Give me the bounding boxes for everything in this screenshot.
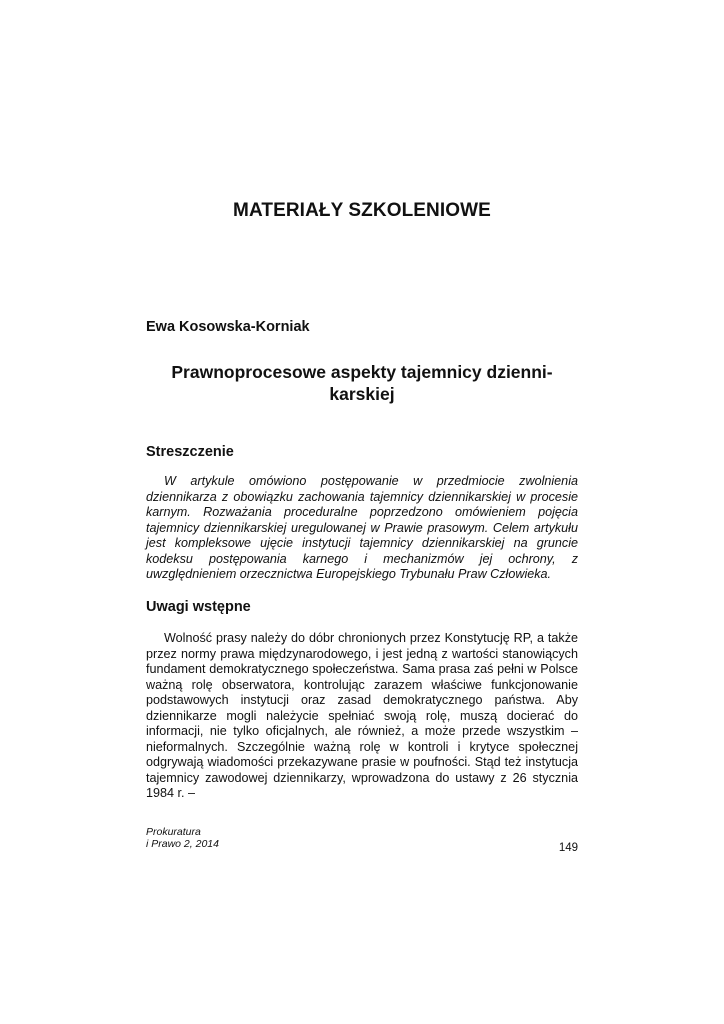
abstract-text: W artykule omówiono postępowanie w przedmiocie zwolnienia dziennikarza z obowiązku zachowania tajemnicy dziennikarskiej w procesie karnym. Rozważania proceduralne poprzedzono omówieniem pojęcia tajemnicy dziennikarskiej uregulowanej w Prawie prasowym. Celem artykułu jest kompleksowe ujęcie instytucji tajemnicy dziennikarskiej na gruncie kodeksu postępowania karnego i mechanizmów jej ochrony, z uwzględnieniem orzecznictwa Europejskiego Trybunału Praw Człowieka.: [146, 474, 578, 581]
article-title: [146, 361, 578, 405]
journal-issue: i Prawo 2, 2014: [146, 838, 219, 850]
abstract-heading: Streszczenie: [146, 444, 234, 460]
article-title-line-2: karskiej: [329, 384, 395, 404]
author-name: Ewa Kosowska-Korniak: [146, 319, 310, 335]
section-title: MATERIAŁY SZKOLENIOWE: [233, 200, 491, 221]
journal-reference: [146, 826, 219, 850]
page-number: 149: [558, 842, 578, 854]
intro-heading: Uwagi wstępne: [146, 599, 251, 615]
article-title-line-1: Prawnoprocesowe aspekty tajemnicy dzienni-: [171, 362, 553, 382]
intro-text: Wolność prasy należy do dóbr chronionych przez Konstytucję RP, a także przez normy prawa międzynarodowego, i jest jedną z wartości stanowiących fundament demokratycznego społeczeństwa. Sama prasa zaś pełni w Polsce ważną rolę obserwatora, kontrolując zarazem właściwe funkcjonowanie podstawowych instytucji oraz zasad demokratycznego państwa. Aby dziennikarze mogli należycie spełniać swoją rolę, muszą docierać do informacji, nie tylko oficjalnych, ale również, a może przede wszystkim – nieformalnych. Szczególnie ważną rolę w kontroli i krytyce społecznej odgrywają wiadomości przekazywane prasie w poufności. Stąd też instytucja tajemnicy zawodowej dziennikarzy, wprowadzona do ustawy z 26 stycznia 1984 r. –: [146, 631, 578, 800]
journal-name: Prokuratura: [146, 826, 201, 838]
